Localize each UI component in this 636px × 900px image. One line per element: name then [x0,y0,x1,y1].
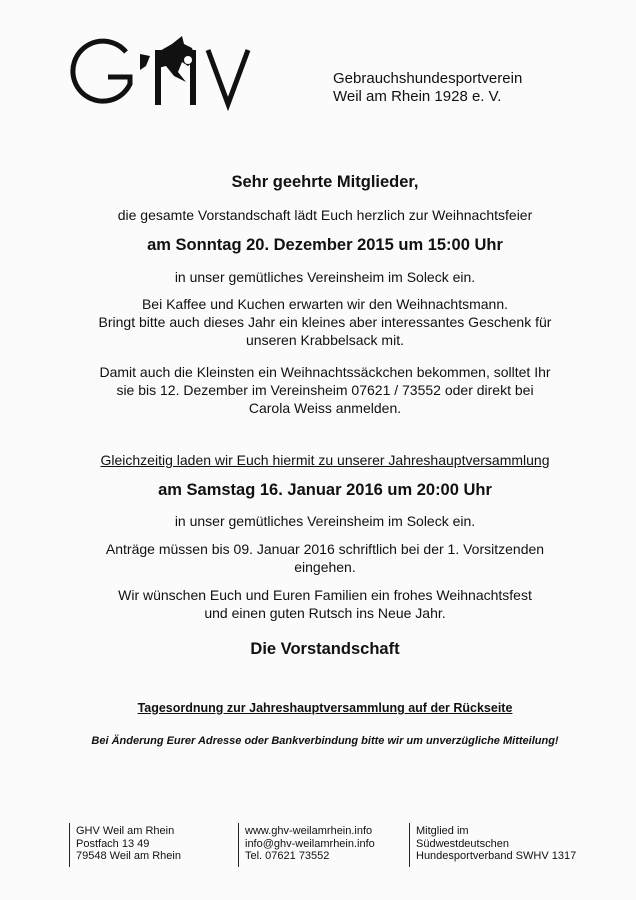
line: unseren Krabbelsack mit. [246,332,404,348]
footer-membership [409,823,576,867]
line: Anträge müssen bis 09. Januar 2016 schriftlich bei der 1. Vorsitzenden [105,541,545,557]
website-link[interactable]: www.ghv-weilamrhein.info [245,825,373,837]
paragraph: die gesamte Vorstandschaft lädt Euch herzlich zur Weihnachtsfeier [117,207,533,223]
line: Südwestdeutschen [416,837,509,850]
event-date: am Sonntag 20. Dezember 2015 um 15:00 Uhr [147,236,503,254]
paragraph [0,363,636,417]
paragraph [0,586,636,622]
signature: Die Vorstandschaft [250,640,400,658]
venue: in unser gemütliches Vereinsheim im Soleck ein. [174,269,476,285]
address-note: Bei Änderung Eurer Adresse oder Bankverbindung bitte wir um unverzügliche Mitteilung! [91,735,559,747]
footer-address [69,823,181,867]
line: Wir wünschen Euch und Euren Familien ein frohes Weihnachtsfest [118,587,532,603]
phone: Tel. 07621 73552 [245,850,330,862]
paragraph [0,295,636,349]
line: Hundesportverband SWHV 1317 [416,850,577,862]
line: Postfach 13 49 [76,837,150,850]
association-name [333,70,522,106]
association-line: Gebrauchshundesportverein [333,70,523,87]
ghv-logo [70,32,255,117]
line: Bringt bitte auch dieses Jahr ein kleines aber interessantes Geschenk für [98,314,552,330]
line: Mitglied im [416,825,469,837]
line: und einen guten Rutsch ins Neue Jahr. [204,605,446,621]
agenda-note: Tagesordnung zur Jahreshauptversammlung auf der Rückseite [137,701,513,715]
line: eingehen. [294,559,356,575]
salutation: Sehr geehrte Mitglieder, [231,173,419,191]
venue: in unser gemütliches Vereinsheim im Soleck ein. [174,513,476,529]
line: GHV Weil am Rhein [76,825,175,837]
email-link[interactable]: info@ghv-weilamrhein.info [245,837,375,850]
line: Bei Kaffee und Kuchen erwarten wir den Weihnachtsmann. [141,296,509,312]
paragraph: Gleichzeitig laden wir Euch hiermit zu unserer Jahreshauptversammlung [100,452,550,468]
line: Damit auch die Kleinsten ein Weihnachtssäckchen bekommen, solltet Ihr [99,364,551,380]
association-line: Weil am Rhein 1928 e. V. [333,88,502,105]
event-date: am Samstag 16. Januar 2016 um 20:00 Uhr [158,481,492,499]
line: 79548 Weil am Rhein [76,850,181,862]
footer-contact [238,823,375,867]
line: sie bis 12. Dezember im Vereinsheim 07621 / 73552 oder direkt bei [116,382,534,398]
paragraph [0,540,636,576]
line: Carola Weiss anmelden. [248,400,402,416]
